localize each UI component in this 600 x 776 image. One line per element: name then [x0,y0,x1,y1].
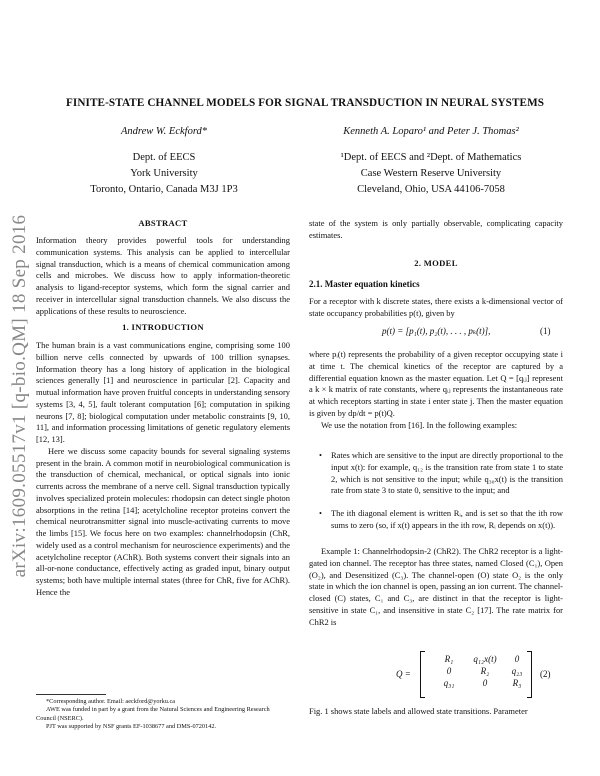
rate-matrix: R₁ q₁₂x(t) 0 0 R₂ q₂₃ q₃₁ 0 R₃ [420,651,532,698]
model-paragraph-1: For a receptor with k discrete states, there exists a k-dimensional vector of state occupancy probabilities p(t), given by [309,296,563,318]
paper-title: FINITE-STATE CHANNEL MODELS FOR SIGNAL TRANSDUCTION IN NEURAL SYSTEMS [65,97,545,109]
affiliation-left: Dept. of EECS York University Toronto, Ontario, Canada M3J 1P3 [90,152,238,195]
intro-body [36,340,290,599]
subsection-heading: 2.1. Master equation kinetics [309,279,420,289]
abstract-heading: ABSTRACT [138,218,188,228]
equation-2-number: (2) [540,669,551,679]
model-heading: 2. MODEL [414,258,458,268]
author-left: Andrew W. Eckford* [120,126,208,137]
example-paragraph: Example 1: Channelrhodopsin-2 (ChR2). The ChR2 receptor is a light-gated ion channel. The receptor has three states, named Closed (C₁), Open (O₂), and Desensitized (C₃). The channel-open (O) state O₂ is the only state in which the ion channel is open, passing an ion current. The channel-closed (C) states, C₁ and C₃, are distinct in that the receptor is light-sensitive in state C₁, and insensitive in state C₂ [17]. The rate matrix for ChR2 is [309,546,563,627]
footnote-rule [36,694,106,695]
bullet-list [309,450,563,532]
equation-1-number: (1) [540,326,551,336]
model-paragraph-2: where pᵢ(t) represents the probability of a given receptor occupying state i at time t. The chemical kinetics of the receptor are captured by a differential equation known as the master equation. Let Q = [qᵢⱼ] represent a k × k matrix of rate constants, where qᵢⱼ represents the instantaneous rate at which receptors starting in state i enter state j. Then the master equation is given by dp/dt = p(t)Q. We use the notation from [16]. In the following examples: [309,349,563,430]
equation-1: p(t) = [p₁(t), p₂(t), . . . , pₖ(t)], [382,326,491,336]
intro-heading: 1. INTRODUCTION [122,322,204,332]
figure-reference-line: Fig. 1 shows state labels and allowed state transitions. Parameter [309,706,528,716]
matrix-label: Q = [396,669,411,679]
author-right: Kenneth A. Loparo¹ and Peter J. Thomas² [343,126,519,137]
intro-paragraph-2: Here we discuss some capacity bounds for several signaling systems present in the brain. A common motif in neurobiological communication is the transduction of chemical, mechanical, or optical signals into ionic currents across the membrane of a nerve cell. Signal transduction typically involves specialized protein molecules: rhodopsin can detect single photon absorptions in the retina [14]; acetylcholine receptor proteins convert the chemical neurotransmitter signal into muscle-activating currents to move the limbs [15]. We focus here on two examples: channelrhodopsin (ChR, widely used as a control mechanism for neuroscience experiments) and the acetylcholine receptor (AChR). Both systems convert their signals into an all-or-none conductance, effectively acting as graded input, binary output systems; both have multiple internal states (three for ChR, five for AChR). Hence the [36,445,290,597]
arxiv-stamp: arXiv:1609.05517v1 [q-bio.QM] 18 Sep 2016 [9,214,30,578]
abstract-text: Information theory provides powerful tools for understanding communication systems. This analysis can be applied to intercellular signal transduction, which is a means of chemical communication among cells and microbes. We discuss how to apply information-theoretic analysis to ligand-receptor systems, which form the signal carrier and receiver in intercellular signal transduction channels. We also discuss the applications of these results to neuroscience. [36,235,290,316]
footnotes: *Corresponding author. Email: aeckford@yorku.ca AWE was funded in part by a grant from the Natural Sciences and Engineering Research Council (NSERC). PJT was supported by NSF grants EF-1038677 and DMS-0720142. [36,698,270,731]
intro-paragraph-1: The human brain is a vast communications engine, comprising some 100 billion nerve cells connected by upwards of 100 trillion synapses. Information theory has a long history of application in the biological sciences generally [1] and neuroscience in particular [2]. Capacity and mutual information have proven fruitful concepts in understanding sensory systems [3, 4, 5], fault tolerant computation [6]; computation in spiking neurons [7, 8]; biological computation under metabolic constraints [9, 10, 11], and information processing limitations of genetic regulatory elements [12, 13]. [36,340,290,444]
bullet-item: • Rates which are sensitive to the input are directly proportional to the input x(t): for example, q₁₂ is the transition rate from state 1 to state 2, which is not sensitive to the input; while q₃₀x(t) is the transition rate from state 3 to state 0, sensitive to the input; and [309,450,563,497]
continuation-text: state of the system is only partially observable, complicating capacity estimates. [309,218,563,240]
bullet-item: • The ith diagonal element is written Rᵢ, and is set so that the ith row sums to zero (so, if x(t) appears in the ith row, Rᵢ depends on x(t)). [309,508,563,532]
affiliation-right: ¹Dept. of EECS and ²Dept. of Mathematics Case Western Reserve University Cleveland, Ohio, USA 44106-7058 [340,152,522,195]
